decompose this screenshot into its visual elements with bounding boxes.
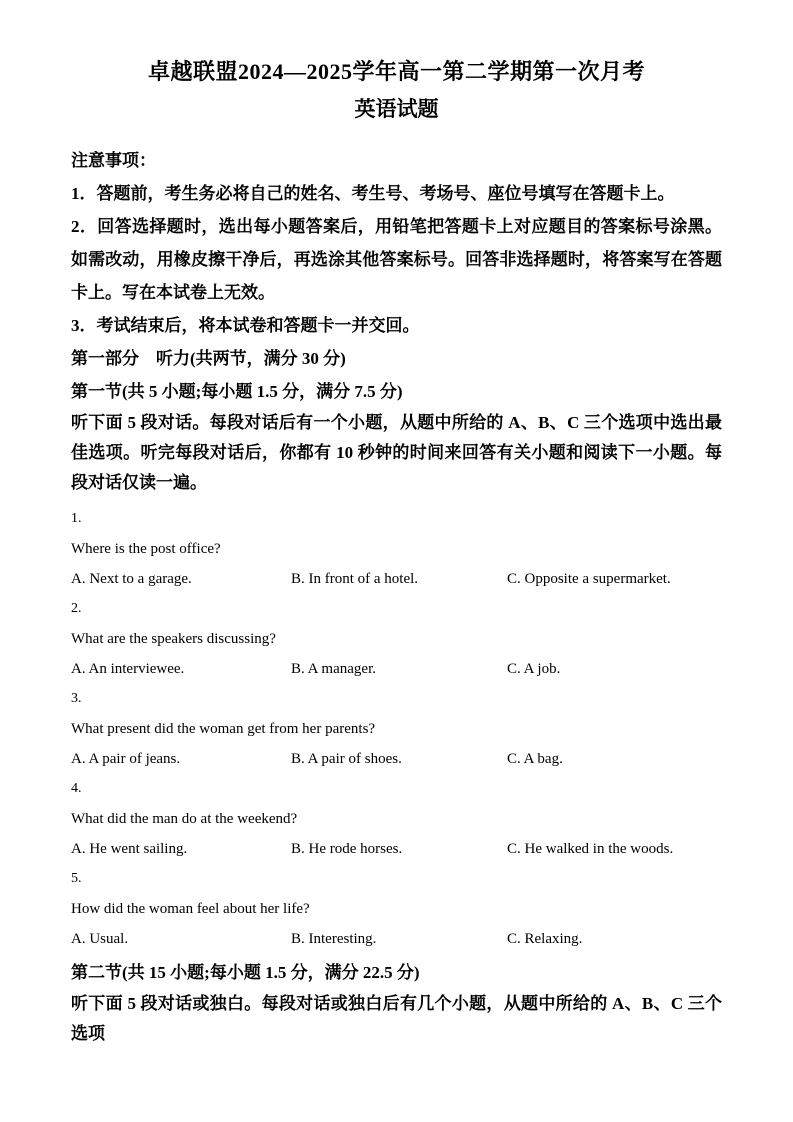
question-number: 1.: [71, 511, 82, 527]
option-b: B. A manager.: [291, 661, 376, 678]
option-a: A. He went sailing.: [71, 841, 188, 858]
option-a: A. Usual.: [71, 931, 129, 948]
question-text: What present did the woman get from her parents?: [71, 721, 376, 738]
option-b: B. He rode horses.: [291, 841, 403, 858]
option-b: B. A pair of shoes.: [291, 751, 402, 768]
question-options: [71, 924, 722, 954]
option-a: A. Next to a garage.: [71, 571, 192, 588]
question-options: [71, 564, 722, 594]
notice-item-3: 3．考试结束后，将本试卷和答题卡一并交回。: [71, 316, 420, 336]
section2-heading: 第二节(共 15 小题;每小题 1.5 分，满分 22.5 分): [71, 963, 420, 983]
question-number: 3.: [71, 691, 82, 707]
question-number: 2.: [71, 601, 82, 617]
option-c: C. He walked in the woods.: [507, 841, 674, 858]
notice-item-1: 1．答题前，考生务必将自己的姓名、考生号、考场号、座位号填写在答题卡上。: [71, 184, 675, 204]
question-text: How did the woman feel about her life?: [71, 901, 310, 918]
question-text: What did the man do at the weekend?: [71, 811, 298, 828]
question-options: [71, 744, 722, 774]
option-c: C. A job.: [507, 661, 561, 678]
section2-instructions: 听下面 5 段对话或独白。每段对话或独白后有几个小题，从题中所给的 A、B、C 三个选项: [71, 994, 722, 1044]
notices-heading: 注意事项：: [71, 151, 156, 171]
section1-heading: 第一节(共 5 小题;每小题 1.5 分，满分 7.5 分): [71, 382, 403, 402]
part1-section: [71, 342, 722, 1049]
question-block-1: [71, 504, 722, 594]
question-text: What are the speakers discussing?: [71, 631, 276, 648]
option-c: C. Relaxing.: [507, 931, 583, 948]
notices-section: [71, 144, 722, 342]
exam-subtitle: 英语试题: [354, 96, 439, 121]
question-options: [71, 654, 722, 684]
option-a: A. A pair of jeans.: [71, 751, 181, 768]
option-c: C. A bag.: [507, 751, 563, 768]
question-block-2: [71, 594, 722, 684]
option-b: B. Interesting.: [291, 931, 377, 948]
question-block-5: [71, 864, 722, 954]
section1-instructions: 听下面 5 段对话。每段对话后有一个小题，从题中所给的 A、B、C 三个选项中选出最佳选项。听完每段对话后，你都有 10 秒钟的时间来回答有关小题和阅读下一小题。每段对话仅读一遍。: [71, 413, 722, 493]
part1-heading: 第一部分 听力(共两节，满分 30 分): [71, 349, 346, 369]
exam-title: 卓越联盟2024—2025学年高一第二学期第一次月考: [147, 59, 645, 84]
question-block-4: [71, 774, 722, 864]
option-a: A. An interviewee.: [71, 661, 185, 678]
question-block-3: [71, 684, 722, 774]
question-options: [71, 834, 722, 864]
question-number: 5.: [71, 871, 82, 887]
section2: [71, 956, 722, 1049]
notice-item-2: 2．回答选择题时，选出每小题答案后，用铅笔把答题卡上对应题目的答案标号涂黑。如需改动，用橡皮擦干净后，再选涂其他答案标号。回答非选择题时，将答案写在答题卡上。写在本试卷上无效。: [71, 217, 722, 303]
option-b: B. In front of a hotel.: [291, 571, 419, 588]
question-number: 4.: [71, 781, 82, 797]
question-text: Where is the post office?: [71, 541, 221, 558]
question-list: [71, 504, 722, 954]
option-c: C. Opposite a supermarket.: [507, 571, 671, 588]
